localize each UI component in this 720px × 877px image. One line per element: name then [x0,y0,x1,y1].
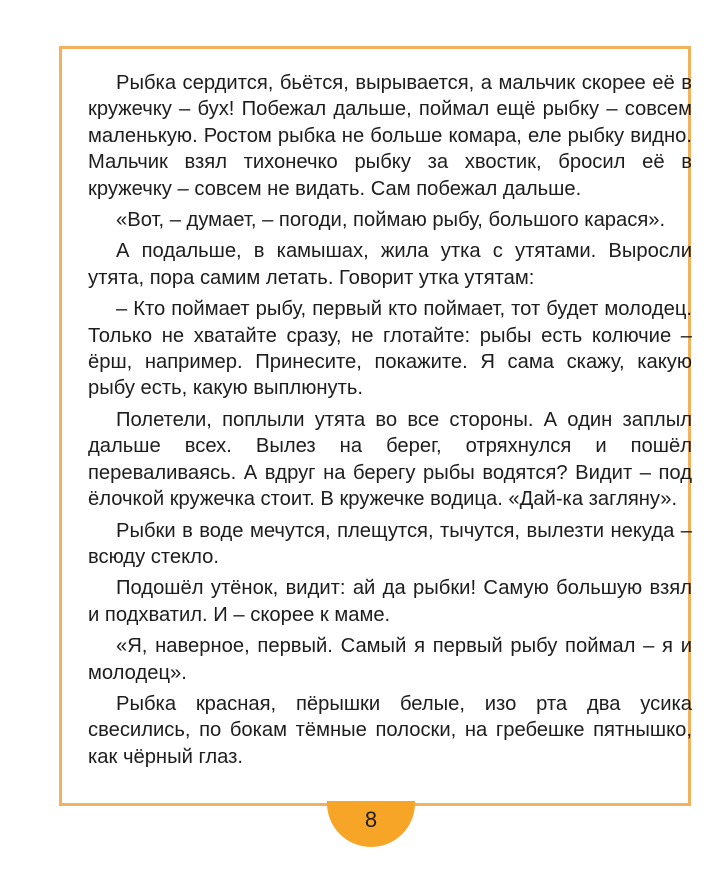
paragraph: Рыбка красная, пёрышки белые, изо рта два усика свесились, по бокам тёмные полоски, на гребешке пятнышко, как чёрный глаз. [88,692,692,768]
page-number: 8 [364,807,378,832]
paragraph: – Кто поймает рыбу, первый кто поймает, тот будет молодец. Только не хватайте сразу, не глотайте: рыбы есть колючие – ёрш, например. Принесите, покажите. Я сама скажу, какую рыбу есть, какую выплюнуть. [88,298,692,400]
paragraph: Рыбки в воде мечутся, плещутся, тычутся, вылезти некуда – всюду стекло. [88,519,692,568]
paragraph: А подальше, в камышах, жила утка с утятами. Выросли утята, пора самим летать. Говорит утка утятам: [88,240,692,289]
paragraph: Подошёл утёнок, видит: ай да рыбки! Самую большую взял и подхватил. И – скорее к маме. [88,577,692,626]
paragraph: Полетели, поплыли утята во все стороны. А один заплыл дальше всех. Вылез на берег, отряхнулся и пошёл переваливаясь. А вдруг на берегу рыбы водятся? Видит – под ёлочкой кружечка стоит. В кружечке водица. «Дай-ка загляну». [88,408,692,511]
page-number-tab [327,801,415,847]
paragraph: «Я, наверное, первый. Самый я первый рыбу поймал – я и молодец». [88,635,692,684]
story-text [88,70,692,775]
paragraph: «Вот, – думает, – погоди, поймаю рыбу, большого карася». [116,209,666,232]
paragraph: Рыбка сердится, бьётся, вырывается, а мальчик скорее её в кружечку – бух! Побежал дальше, поймал ещё рыбку – совсем маленькую. Ростом рыбка не больше комара, еле рыбку видно. Мальчик взял тихонечко рыбку за хвостик, бросил её в кружечку – совсем не видать. Сам побежал дальше. [88,72,692,200]
